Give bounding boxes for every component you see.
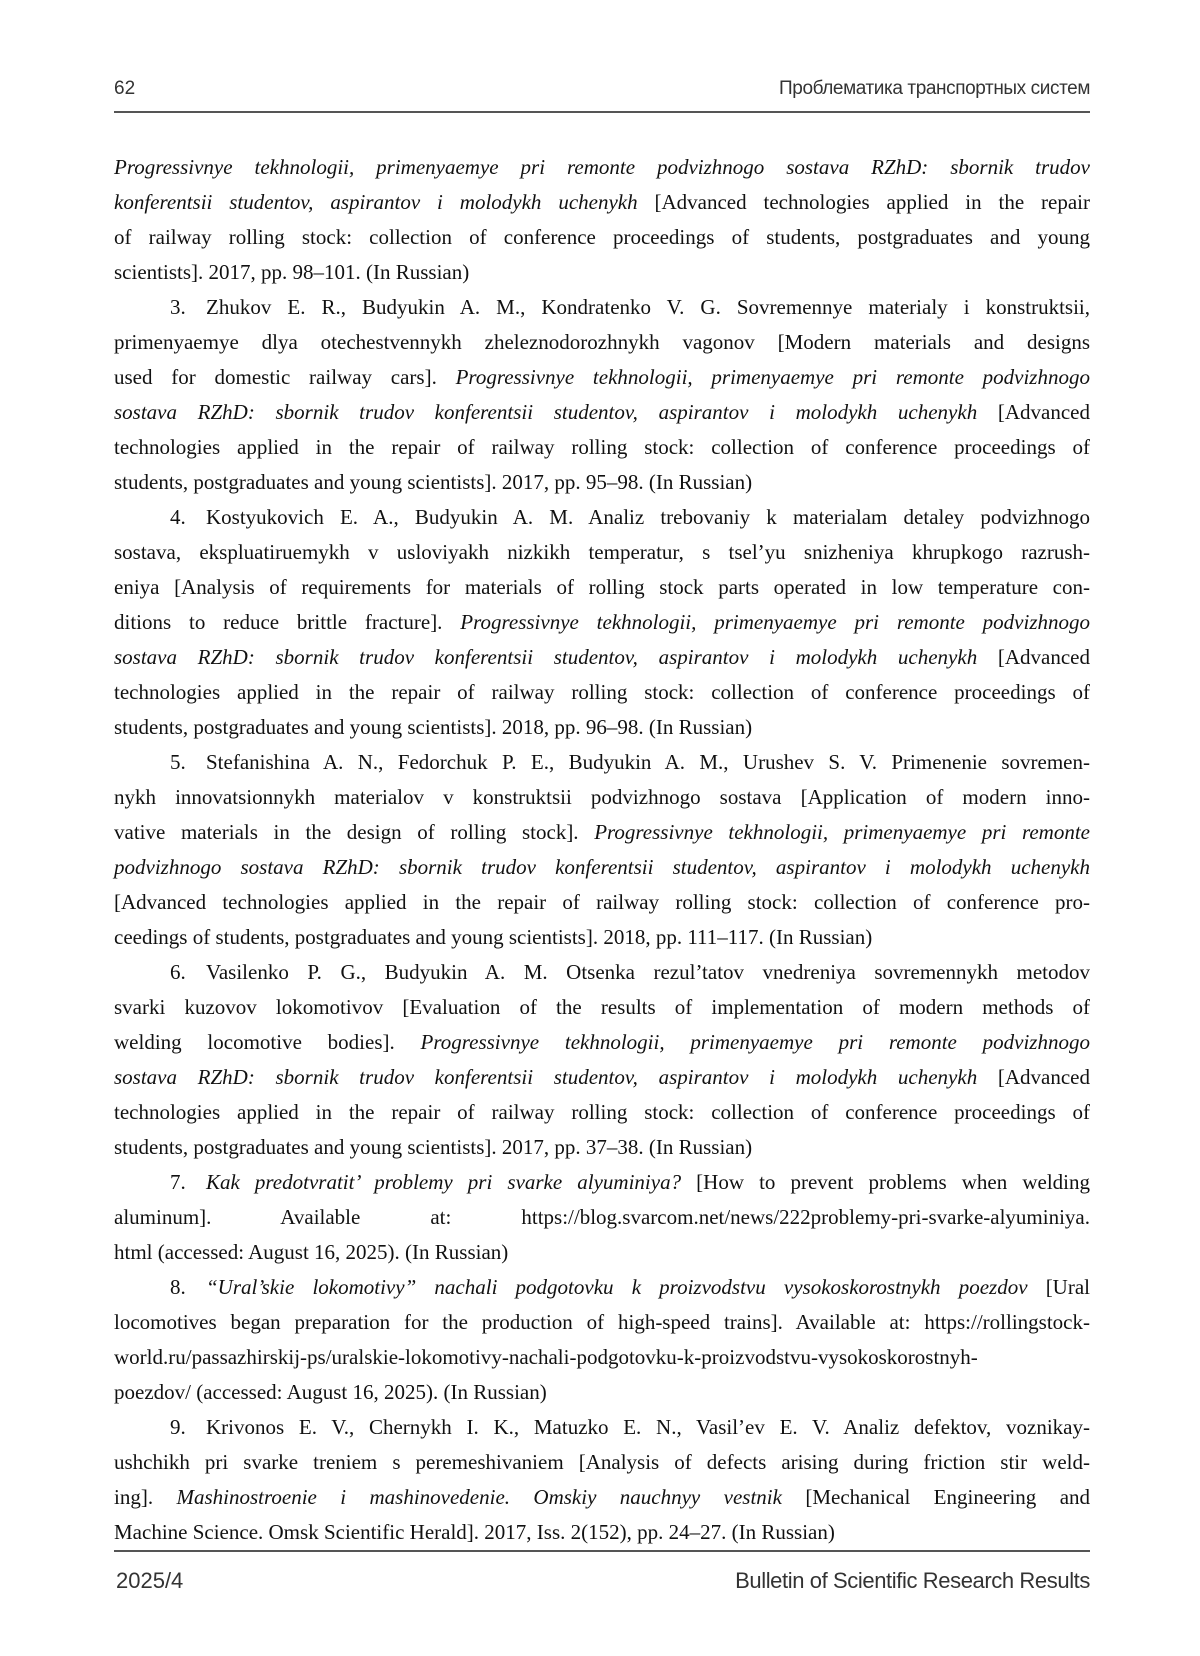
- reference-text: ceedings of students, postgraduates and young scientists]. 2018, pp. 111–117. (In Russian): [114, 925, 873, 949]
- reference-line: [114, 395, 1090, 430]
- page-number: 62: [114, 78, 136, 99]
- reference-line: [114, 815, 1090, 850]
- reference-text: sostava, ekspluatiruemykh v usloviyakh nizkikh temperatur, s tsel’yu snizheniya khrupkogo razrush-: [114, 540, 1090, 564]
- reference-entry: [114, 1410, 1090, 1550]
- reference-text: [Ural: [1027, 1275, 1090, 1299]
- reference-line: [114, 1165, 1090, 1200]
- reference-line: [114, 1200, 1090, 1235]
- reference-text: [Advanced technologies applied in the repair: [637, 190, 1090, 214]
- reference-line: [114, 150, 1090, 185]
- italic-title-text: Progressivnye tekhnologii, primenyaemye pri remonte podvizhnogo: [420, 1030, 1090, 1054]
- header-divider: [114, 111, 1090, 113]
- reference-text: students, postgraduates and young scientists]. 2017, pp. 95–98. (In Russian): [114, 470, 753, 494]
- reference-number: 3.: [170, 295, 186, 319]
- italic-title-text: Progressivnye tekhnologii, primenyaemye pri remonte: [594, 820, 1090, 844]
- reference-text: svarki kuzovov lokomotivov [Evaluation of the results of implementation of modern methods of: [114, 995, 1090, 1019]
- reference-text: locomotives began preparation for the production of high-speed trains]. Available at: https://rollingstock-: [114, 1310, 1090, 1334]
- reference-text: Zhukov E. R., Budyukin A. M., Kondratenko V. G. Sovremennye materialy i konstruktsii,: [206, 295, 1090, 319]
- reference-line: [114, 360, 1090, 395]
- reference-line: [114, 500, 1090, 535]
- reference-line: [114, 430, 1090, 465]
- reference-entry: [114, 1165, 1090, 1270]
- italic-title-text: Progressivnye tekhnologii, primenyaemye pri remonte podvizhnogo sostava RZhD: sbornik trudov: [114, 155, 1090, 179]
- reference-line: [114, 185, 1090, 220]
- reference-entry: [114, 500, 1090, 745]
- italic-title-text: konferentsii studentov, aspirantov i molodykh uchenykh: [114, 190, 638, 214]
- italic-title-text: sostava RZhD: sbornik trudov konferentsii studentov, aspirantov i molodykh uchenykh: [114, 1065, 978, 1089]
- reference-text: primenyaemye dlya otechestvennykh zheleznodorozhnykh vagonov [Modern materials and designs: [114, 330, 1090, 354]
- reference-text: poezdov/ (accessed: August 16, 2025). (In Russian): [114, 1380, 547, 1404]
- reference-line: [114, 920, 1090, 955]
- issue-number: 2025/4: [116, 1568, 184, 1593]
- reference-line: [114, 1515, 1090, 1550]
- reference-text: Machine Science. Omsk Scientific Herald]. 2017, Iss. 2(152), pp. 24–27. (In Russian): [114, 1520, 835, 1544]
- reference-line: [114, 1445, 1090, 1480]
- reference-line: [114, 1235, 1090, 1270]
- reference-line: [114, 1095, 1090, 1130]
- reference-number: 5.: [170, 750, 186, 774]
- reference-line: [114, 675, 1090, 710]
- reference-text: vative materials in the design of rolling stock].: [114, 820, 595, 844]
- reference-text: [Advanced: [977, 1065, 1090, 1089]
- reference-line: [114, 745, 1090, 780]
- reference-line: [114, 465, 1090, 500]
- reference-text: ushchikh pri svarke treniem s peremeshivaniem [Analysis of defects arising during friction stir weld-: [114, 1450, 1090, 1474]
- reference-text: welding locomotive bodies].: [114, 1030, 421, 1054]
- reference-text: of railway rolling stock: collection of conference proceedings of students, postgraduates and young: [114, 225, 1090, 249]
- reference-line: [114, 220, 1090, 255]
- italic-title-text: Progressivnye tekhnologii, primenyaemye pri remonte podvizhnogo: [455, 365, 1090, 389]
- italic-title-text: podvizhnogo sostava RZhD: sbornik trudov konferentsii studentov, aspirantov i molodykh uchenykh: [114, 855, 1090, 879]
- reference-text: scientists]. 2017, pp. 98–101. (In Russian): [114, 260, 470, 284]
- italic-title-text: Progressivnye tekhnologii, primenyaemye pri remonte podvizhnogo: [460, 610, 1090, 634]
- reference-number: 8.: [170, 1275, 186, 1299]
- reference-line: [114, 1130, 1090, 1165]
- reference-line: [114, 1410, 1090, 1445]
- reference-entry: [114, 745, 1090, 955]
- reference-line: [114, 1375, 1090, 1410]
- reference-line: [114, 1305, 1090, 1340]
- reference-text: ing].: [114, 1485, 177, 1509]
- italic-title-text: Mashinostroenie i mashinovedenie. Omskiy nauchnyy vestnik: [176, 1485, 782, 1509]
- italic-title-text: “Ural’skie lokomotivy” nachali podgotovku k proizvodstvu vysokoskorostnykh poezdov: [206, 1275, 1028, 1299]
- footer-divider: [114, 1550, 1090, 1552]
- reference-text: nykh innovatsionnykh materialov v konstruktsii podvizhnogo sostava [Application of modern inno-: [114, 785, 1090, 809]
- reference-text: Krivonos E. V., Chernykh I. K., Matuzko E. N., Vasil’ev E. V. Analiz defektov, voznikay-: [206, 1415, 1090, 1439]
- reference-line: [114, 1480, 1090, 1515]
- reference-text: Kostyukovich E. A., Budyukin A. M. Analiz trebovaniy k materialam detaley podvizhnogo: [206, 505, 1090, 529]
- reference-text: aluminum]. Available at: https://blog.svarcom.net/news/222problemy-pri-svarke-alyuminiya.: [114, 1205, 1090, 1229]
- reference-line: [114, 955, 1090, 990]
- running-header: [114, 78, 1090, 106]
- reference-text: [Advanced: [977, 400, 1090, 424]
- reference-entry: [114, 150, 1090, 290]
- reference-entry: [114, 1270, 1090, 1410]
- reference-list: [114, 150, 1090, 1550]
- reference-entry: [114, 290, 1090, 500]
- reference-number: 7.: [170, 1170, 186, 1194]
- reference-line: [114, 570, 1090, 605]
- reference-text: technologies applied in the repair of railway rolling stock: collection of conference proceedings of: [114, 1100, 1090, 1124]
- reference-line: [114, 255, 1090, 290]
- reference-line: [114, 990, 1090, 1025]
- reference-text: technologies applied in the repair of railway rolling stock: collection of conference proceedings of: [114, 680, 1090, 704]
- reference-text: used for domestic railway cars].: [114, 365, 456, 389]
- reference-line: [114, 535, 1090, 570]
- reference-text: [How to prevent problems when welding: [681, 1170, 1090, 1194]
- reference-line: [114, 1270, 1090, 1305]
- reference-text: students, postgraduates and young scientists]. 2017, pp. 37–38. (In Russian): [114, 1135, 753, 1159]
- reference-line: [114, 325, 1090, 360]
- reference-text: Vasilenko P. G., Budyukin A. M. Otsenka rezul’tatov vnedreniya sovremennykh metodov: [206, 960, 1090, 984]
- section-title: Проблематика транспортных систем: [779, 78, 1090, 99]
- italic-title-text: Kak predotvratit’ problemy pri svarke alyuminiya?: [206, 1170, 682, 1194]
- reference-text: ditions to reduce brittle fracture].: [114, 610, 461, 634]
- reference-line: [114, 1340, 1090, 1375]
- italic-title-text: sostava RZhD: sbornik trudov konferentsii studentov, aspirantov i molodykh uchenykh: [114, 400, 978, 424]
- journal-title: Bulletin of Scientific Research Results: [735, 1568, 1090, 1593]
- reference-number: 9.: [170, 1415, 186, 1439]
- reference-number: 4.: [170, 505, 186, 529]
- running-footer: [114, 1568, 1090, 1600]
- reference-line: [114, 885, 1090, 920]
- reference-line: [114, 1060, 1090, 1095]
- reference-text: students, postgraduates and young scientists]. 2018, pp. 96–98. (In Russian): [114, 715, 753, 739]
- reference-text: [Advanced technologies applied in the repair of railway rolling stock: collection of conference pro-: [114, 890, 1090, 914]
- reference-line: [114, 605, 1090, 640]
- italic-title-text: sostava RZhD: sbornik trudov konferentsii studentov, aspirantov i molodykh uchenykh: [114, 645, 978, 669]
- reference-text: eniya [Analysis of requirements for materials of rolling stock parts operated in low temperature con-: [114, 575, 1090, 599]
- reference-text: html (accessed: August 16, 2025). (In Russian): [114, 1240, 509, 1264]
- reference-line: [114, 290, 1090, 325]
- reference-entry: [114, 955, 1090, 1165]
- reference-line: [114, 780, 1090, 815]
- reference-number: 6.: [170, 960, 186, 984]
- reference-line: [114, 640, 1090, 675]
- reference-text: Stefanishina A. N., Fedorchuk P. E., Budyukin A. M., Urushev S. V. Primenenie sovremen-: [206, 750, 1090, 774]
- reference-text: [Advanced: [977, 645, 1090, 669]
- reference-line: [114, 710, 1090, 745]
- reference-text: technologies applied in the repair of railway rolling stock: collection of conference proceedings of: [114, 435, 1090, 459]
- reference-line: [114, 850, 1090, 885]
- reference-text: world.ru/passazhirskij-ps/uralskie-lokomotivy-nachali-podgotovku-k-proizvodstvu-vysokoskorostnyh-: [114, 1345, 978, 1369]
- reference-line: [114, 1025, 1090, 1060]
- reference-text: [Mechanical Engineering and: [781, 1485, 1091, 1509]
